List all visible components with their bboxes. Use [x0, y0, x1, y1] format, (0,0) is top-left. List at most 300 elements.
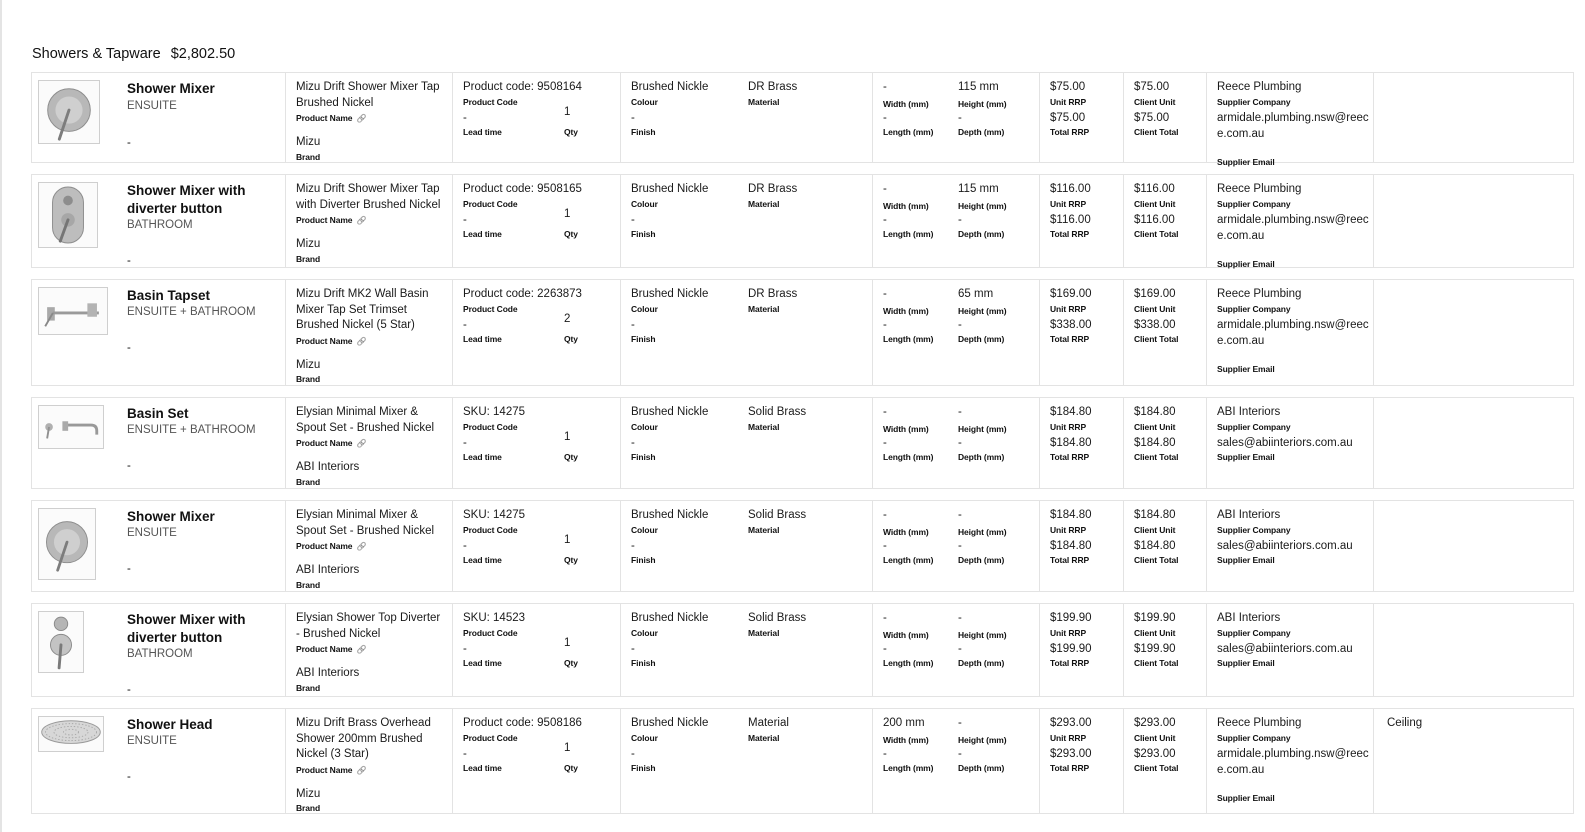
supplier-company-value: Reece Plumbing	[1217, 288, 1302, 300]
client-total-value: $338.00	[1134, 319, 1176, 331]
product-code-label: Product Code	[463, 628, 518, 638]
total-rrp-value: $116.00	[1050, 214, 1091, 226]
height-label: Height (mm)	[958, 201, 1007, 211]
supplier-email-link[interactable]: sales@abiinteriors.com.au	[1217, 540, 1353, 552]
brand-label: Brand	[296, 683, 321, 693]
product-name[interactable]: Mizu Drift Brass Overhead Shower 200mm Brushed Nickel (3 Star)	[296, 717, 431, 760]
finish-value: -	[631, 748, 635, 760]
depth-label: Depth (mm)	[958, 334, 1005, 344]
table-row[interactable]	[31, 603, 1574, 697]
depth-label: Depth (mm)	[958, 658, 1005, 668]
material-value: Material	[748, 717, 789, 729]
finish-label: Finish	[631, 452, 656, 462]
height-label: Height (mm)	[958, 424, 1007, 434]
link-icon[interactable]: 🔗	[356, 439, 367, 448]
product-name-label	[296, 215, 366, 225]
depth-value: -	[958, 112, 962, 124]
item-title[interactable]: Basin Tapset	[127, 288, 211, 303]
material-label: Material	[748, 525, 780, 535]
product-code: SKU: 14275	[463, 509, 526, 521]
qty-label: Qty	[564, 452, 578, 462]
length-label: Length (mm)	[883, 763, 934, 773]
unit-rrp-label: Unit RRP	[1050, 628, 1087, 638]
depth-value: -	[958, 748, 962, 760]
client-unit-value: $184.80	[1134, 509, 1176, 521]
supplier-email-label: Supplier Email	[1217, 364, 1275, 374]
length-value: -	[883, 437, 887, 449]
shower-diverter-icon[interactable]	[38, 611, 84, 673]
supplier-company-value: ABI Interiors	[1217, 406, 1281, 418]
item-room: ENSUITE	[127, 100, 177, 112]
width-value: 200 mm	[883, 717, 925, 729]
total-rrp-label: Total RRP	[1050, 555, 1090, 565]
shower-mixer-diverter-icon[interactable]	[38, 182, 98, 248]
lead-time-value: -	[463, 643, 467, 655]
lead-time-value: -	[463, 748, 467, 760]
table-row[interactable]	[31, 500, 1574, 592]
colour-value: Brushed Nickle	[631, 612, 709, 624]
material-value: DR Brass	[748, 81, 798, 93]
colour-value: Brushed Nickle	[631, 183, 709, 195]
brand-label: Brand	[296, 152, 321, 162]
product-code: Product code: 9508186	[463, 717, 582, 729]
colour-value: Brushed Nickle	[631, 406, 709, 418]
client-total-label: Client Total	[1134, 658, 1179, 668]
material-value: Solid Brass	[748, 509, 807, 521]
qty-label: Qty	[564, 229, 578, 239]
length-label: Length (mm)	[883, 334, 934, 344]
length-label: Length (mm)	[883, 658, 934, 668]
client-unit-value: $199.90	[1134, 612, 1176, 624]
width-label: Width (mm)	[883, 630, 929, 640]
colour-label: Colour	[631, 97, 658, 107]
total-rrp-label: Total RRP	[1050, 334, 1090, 344]
total-rrp-label: Total RRP	[1050, 452, 1090, 462]
client-total-label: Client Total	[1134, 127, 1179, 137]
left-border	[0, 0, 2, 832]
client-total-label: Client Total	[1134, 452, 1179, 462]
client-total-label: Client Total	[1134, 334, 1179, 344]
height-label: Height (mm)	[958, 306, 1007, 316]
table-row[interactable]	[31, 397, 1574, 489]
lead-time-value: -	[463, 112, 467, 124]
supplier-company-label: Supplier Company	[1217, 525, 1291, 535]
total-rrp-label: Total RRP	[1050, 127, 1090, 137]
supplier-company-label: Supplier Company	[1217, 628, 1291, 638]
product-code-label: Product Code	[463, 97, 518, 107]
finish-value: -	[631, 319, 635, 331]
material-label: Material	[748, 199, 780, 209]
product-name-label-text: Product Name	[296, 336, 353, 346]
brand-value: ABI Interiors	[296, 461, 360, 473]
table-cell	[872, 73, 1039, 162]
unit-rrp-value: $116.00	[1050, 183, 1091, 195]
width-label: Width (mm)	[883, 735, 929, 745]
client-unit-value: $293.00	[1134, 717, 1176, 729]
width-label: Width (mm)	[883, 527, 929, 537]
finish-value: -	[631, 643, 635, 655]
brand-value: Mizu	[296, 136, 321, 148]
height-value: -	[958, 612, 962, 624]
depth-value: -	[958, 437, 962, 449]
client-unit-value: $169.00	[1134, 288, 1176, 300]
supplier-email-label: Supplier Email	[1217, 157, 1275, 167]
client-unit-label: Client Unit	[1134, 422, 1176, 432]
section-total: $2,802.50	[170, 46, 236, 62]
lead-time-label: Lead time	[463, 658, 502, 668]
qty-label: Qty	[564, 127, 578, 137]
link-icon[interactable]: 🔗	[356, 645, 367, 654]
length-value: -	[883, 214, 887, 226]
brand-value: Mizu	[296, 238, 321, 250]
finish-label: Finish	[631, 229, 656, 239]
client-total-value: $184.80	[1134, 437, 1176, 449]
shower-head-icon[interactable]	[38, 716, 104, 752]
depth-label: Depth (mm)	[958, 452, 1005, 462]
client-unit-label: Client Unit	[1134, 199, 1176, 209]
unit-rrp-value: $169.00	[1050, 288, 1092, 300]
product-code-label: Product Code	[463, 733, 518, 743]
lead-time-label: Lead time	[463, 555, 502, 565]
item-title[interactable]: Shower Mixer	[127, 509, 215, 524]
material-label: Material	[748, 304, 780, 314]
qty-label: Qty	[564, 763, 578, 773]
colour-label: Colour	[631, 628, 658, 638]
table-row[interactable]	[31, 72, 1574, 167]
brand-label: Brand	[296, 803, 321, 813]
length-label: Length (mm)	[883, 452, 934, 462]
unit-rrp-value: $184.80	[1050, 406, 1092, 418]
material-value: Solid Brass	[748, 406, 807, 418]
length-label: Length (mm)	[883, 555, 934, 565]
product-name-label	[296, 541, 366, 551]
supplier-company-value: ABI Interiors	[1217, 612, 1281, 624]
brand-value: ABI Interiors	[296, 564, 360, 576]
product-name[interactable]: Mizu Drift MK2 Wall Basin Mixer Tap Set Trimset Brushed Nickel (5 Star)	[296, 288, 429, 331]
colour-label: Colour	[631, 525, 658, 535]
product-name[interactable]: Mizu Drift Shower Mixer Tap with Diverter Brushed Nickel	[296, 183, 441, 211]
item-title[interactable]: Shower Head	[127, 717, 213, 732]
item-room: ENSUITE	[127, 735, 177, 747]
qty-value[interactable]: 1	[564, 742, 571, 754]
supplier-email-label: Supplier Email	[1217, 793, 1275, 803]
qty-value[interactable]: 1	[564, 208, 571, 220]
item-note: -	[127, 342, 131, 354]
total-rrp-label: Total RRP	[1050, 763, 1090, 773]
client-unit-label: Client Unit	[1134, 733, 1176, 743]
supplier-email-link[interactable]: armidale.plumbing.nsw@reece.com.au	[1217, 748, 1369, 776]
supplier-email-link[interactable]: sales@abiinteriors.com.au	[1217, 643, 1353, 655]
unit-rrp-label: Unit RRP	[1050, 733, 1087, 743]
table-cell	[872, 280, 1039, 385]
qty-value[interactable]: 1	[564, 637, 571, 649]
table-cell	[1373, 604, 1575, 696]
supplier-company-value: Reece Plumbing	[1217, 183, 1302, 195]
table-cell	[1373, 73, 1575, 162]
table-row[interactable]	[31, 174, 1574, 268]
finish-value: -	[631, 112, 635, 124]
table-cell	[872, 501, 1039, 591]
table-cell	[1373, 398, 1575, 488]
unit-rrp-value: $184.80	[1050, 509, 1092, 521]
lead-time-label: Lead time	[463, 229, 502, 239]
finish-label: Finish	[631, 763, 656, 773]
client-unit-label: Client Unit	[1134, 304, 1176, 314]
finish-label: Finish	[631, 658, 656, 668]
lead-time-value: -	[463, 540, 467, 552]
material-label: Material	[748, 628, 780, 638]
qty-value[interactable]: 2	[564, 313, 571, 325]
supplier-company-label: Supplier Company	[1217, 199, 1291, 209]
table-cell	[872, 604, 1039, 696]
length-value: -	[883, 748, 887, 760]
item-note: -	[127, 460, 131, 472]
supplier-company-value: ABI Interiors	[1217, 509, 1281, 521]
brand-label: Brand	[296, 374, 321, 384]
client-unit-value: $75.00	[1134, 81, 1170, 93]
depth-label: Depth (mm)	[958, 229, 1005, 239]
lead-time-value: -	[463, 319, 467, 331]
supplier-company-label: Supplier Company	[1217, 97, 1291, 107]
colour-label: Colour	[631, 199, 658, 209]
product-name-label	[296, 644, 366, 654]
depth-label: Depth (mm)	[958, 127, 1005, 137]
colour-value: Brushed Nickle	[631, 509, 709, 521]
item-title[interactable]: Shower Mixer with diverter button	[127, 183, 246, 216]
table-cell	[872, 175, 1039, 267]
total-rrp-label: Total RRP	[1050, 658, 1090, 668]
product-name-label	[296, 336, 366, 346]
client-total-label: Client Total	[1134, 229, 1179, 239]
lead-time-label: Lead time	[463, 127, 502, 137]
item-note: -	[127, 684, 131, 696]
supplier-email-label: Supplier Email	[1217, 555, 1275, 565]
qty-label: Qty	[564, 555, 578, 565]
material-value: DR Brass	[748, 183, 798, 195]
client-total-value: $116.00	[1134, 214, 1175, 226]
product-name-label-text: Product Name	[296, 541, 353, 551]
unit-rrp-label: Unit RRP	[1050, 422, 1087, 432]
supplier-company-value: Reece Plumbing	[1217, 717, 1302, 729]
supplier-company-value: Reece Plumbing	[1217, 81, 1302, 93]
item-title[interactable]: Basin Set	[127, 406, 189, 421]
item-room: ENSUITE + BATHROOM	[127, 424, 256, 436]
total-rrp-value: $199.90	[1050, 643, 1092, 655]
product-code-label: Product Code	[463, 199, 518, 209]
product-code: Product code: 2263873	[463, 288, 582, 300]
depth-label: Depth (mm)	[958, 555, 1005, 565]
length-value: -	[883, 643, 887, 655]
supplier-company-label: Supplier Company	[1217, 733, 1291, 743]
product-name-label	[296, 765, 366, 775]
total-rrp-value: $184.80	[1050, 437, 1092, 449]
table-cell	[1373, 501, 1575, 591]
supplier-email-label: Supplier Email	[1217, 259, 1275, 269]
table-cell	[872, 398, 1039, 488]
client-unit-value: $116.00	[1134, 183, 1175, 195]
width-value: -	[883, 406, 887, 418]
product-code: SKU: 14523	[463, 612, 526, 624]
product-code: Product code: 9508164	[463, 81, 582, 93]
product-name[interactable]: Elysian Minimal Mixer & Spout Set - Brushed Nickel	[296, 406, 435, 434]
finish-value: -	[631, 437, 635, 449]
width-label: Width (mm)	[883, 424, 929, 434]
product-code: SKU: 14275	[463, 406, 526, 418]
product-name-label	[296, 113, 366, 123]
height-value: 115 mm	[958, 81, 999, 93]
lead-time-label: Lead time	[463, 452, 502, 462]
item-room: ENSUITE	[127, 527, 177, 539]
supplier-company-label: Supplier Company	[1217, 422, 1291, 432]
link-icon[interactable]: 🔗	[356, 542, 367, 551]
supplier-email-link[interactable]: armidale.plumbing.nsw@reece.com.au	[1217, 214, 1369, 242]
height-value: 65 mm	[958, 288, 994, 300]
unit-rrp-label: Unit RRP	[1050, 199, 1087, 209]
length-value: -	[883, 540, 887, 552]
product-name-label	[296, 438, 366, 448]
link-icon[interactable]: 🔗	[356, 337, 367, 346]
finish-value: -	[631, 214, 635, 226]
brand-value: Mizu	[296, 788, 321, 800]
product-code-label: Product Code	[463, 422, 518, 432]
qty-label: Qty	[564, 658, 578, 668]
depth-label: Depth (mm)	[958, 763, 1005, 773]
width-value: -	[883, 509, 887, 521]
product-code-label: Product Code	[463, 525, 518, 535]
item-title[interactable]: Shower Mixer with diverter button	[127, 612, 246, 645]
item-room: ENSUITE + BATHROOM	[127, 306, 256, 318]
link-icon[interactable]: 🔗	[356, 114, 367, 123]
qty-value[interactable]: 1	[564, 534, 571, 546]
height-value: -	[958, 717, 962, 729]
supplier-email-link[interactable]: armidale.plumbing.nsw@reece.com.au	[1217, 112, 1369, 140]
finish-value: -	[631, 540, 635, 552]
qty-value[interactable]: 1	[564, 106, 571, 118]
unit-rrp-label: Unit RRP	[1050, 97, 1087, 107]
length-label: Length (mm)	[883, 229, 934, 239]
supplier-email-link[interactable]: sales@abiinteriors.com.au	[1217, 437, 1353, 449]
product-name-label-text: Product Name	[296, 215, 353, 225]
total-rrp-value: $338.00	[1050, 319, 1092, 331]
colour-label: Colour	[631, 733, 658, 743]
length-value: -	[883, 319, 887, 331]
link-icon[interactable]: 🔗	[356, 766, 367, 775]
total-rrp-value: $184.80	[1050, 540, 1092, 552]
finish-label: Finish	[631, 334, 656, 344]
table-cell	[1373, 175, 1575, 267]
basin-set-icon[interactable]	[38, 405, 104, 449]
table-row[interactable]	[31, 279, 1574, 386]
brand-value: Mizu	[296, 359, 321, 371]
product-code-label: Product Code	[463, 304, 518, 314]
table-row[interactable]	[31, 708, 1574, 814]
shower-mixer-icon[interactable]	[38, 80, 100, 144]
client-unit-label: Client Unit	[1134, 525, 1176, 535]
lead-time-label: Lead time	[463, 763, 502, 773]
client-unit-value: $184.80	[1134, 406, 1176, 418]
unit-rrp-value: $293.00	[1050, 717, 1092, 729]
product-name[interactable]: Elysian Shower Top Diverter - Brushed Nickel	[296, 612, 441, 640]
width-value: -	[883, 612, 887, 624]
section-header	[32, 46, 235, 62]
unit-rrp-value: $75.00	[1050, 81, 1086, 93]
width-label: Width (mm)	[883, 201, 929, 211]
material-label: Material	[748, 422, 780, 432]
item-room: BATHROOM	[127, 648, 193, 660]
client-total-value: $184.80	[1134, 540, 1176, 552]
total-rrp-label: Total RRP	[1050, 229, 1090, 239]
brand-label: Brand	[296, 477, 321, 487]
material-value: Solid Brass	[748, 612, 807, 624]
brand-value: ABI Interiors	[296, 667, 360, 679]
link-icon[interactable]: 🔗	[356, 216, 367, 225]
shower-mixer-icon[interactable]	[38, 508, 96, 580]
colour-label: Colour	[631, 422, 658, 432]
colour-value: Brushed Nickle	[631, 288, 709, 300]
depth-value: -	[958, 214, 962, 226]
lead-time-value: -	[463, 437, 467, 449]
client-total-value: $75.00	[1134, 112, 1170, 124]
lead-time-value: -	[463, 214, 467, 226]
client-unit-label: Client Unit	[1134, 97, 1176, 107]
item-note: -	[127, 563, 131, 575]
client-total-value: $199.90	[1134, 643, 1176, 655]
item-title[interactable]: Shower Mixer	[127, 81, 215, 96]
product-name-label-text: Product Name	[296, 438, 353, 448]
client-unit-label: Client Unit	[1134, 628, 1176, 638]
length-label: Length (mm)	[883, 127, 934, 137]
height-label: Height (mm)	[958, 527, 1007, 537]
brand-label: Brand	[296, 580, 321, 590]
item-note: -	[127, 137, 131, 149]
unit-rrp-label: Unit RRP	[1050, 304, 1087, 314]
product-name-label-text: Product Name	[296, 644, 353, 654]
supplier-email-link[interactable]: armidale.plumbing.nsw@reece.com.au	[1217, 319, 1369, 347]
height-value: 115 mm	[958, 183, 999, 195]
depth-value: -	[958, 319, 962, 331]
height-label: Height (mm)	[958, 99, 1007, 109]
qty-label: Qty	[564, 334, 578, 344]
height-value: -	[958, 406, 962, 418]
brand-label: Brand	[296, 254, 321, 264]
unit-rrp-label: Unit RRP	[1050, 525, 1087, 535]
qty-value[interactable]: 1	[564, 431, 571, 443]
material-label: Material	[748, 733, 780, 743]
colour-value: Brushed Nickle	[631, 81, 709, 93]
colour-value: Brushed Nickle	[631, 717, 709, 729]
material-value: DR Brass	[748, 288, 798, 300]
product-name[interactable]: Mizu Drift Shower Mixer Tap Brushed Nickel	[296, 81, 440, 109]
product-list	[31, 72, 1574, 825]
total-rrp-value: $75.00	[1050, 112, 1086, 124]
height-label: Height (mm)	[958, 735, 1007, 745]
product-name[interactable]: Elysian Minimal Mixer & Spout Set - Brushed Nickel	[296, 509, 435, 537]
material-label: Material	[748, 97, 780, 107]
finish-label: Finish	[631, 127, 656, 137]
width-label: Width (mm)	[883, 99, 929, 109]
width-value: -	[883, 81, 887, 93]
length-value: -	[883, 112, 887, 124]
width-value: -	[883, 288, 887, 300]
depth-value: -	[958, 643, 962, 655]
height-value: -	[958, 509, 962, 521]
product-name-label-text: Product Name	[296, 113, 353, 123]
depth-value: -	[958, 540, 962, 552]
product-code: Product code: 9508165	[463, 183, 582, 195]
basin-tapset-icon[interactable]	[38, 287, 108, 335]
supplier-email-label: Supplier Email	[1217, 452, 1275, 462]
item-note: -	[127, 255, 131, 267]
